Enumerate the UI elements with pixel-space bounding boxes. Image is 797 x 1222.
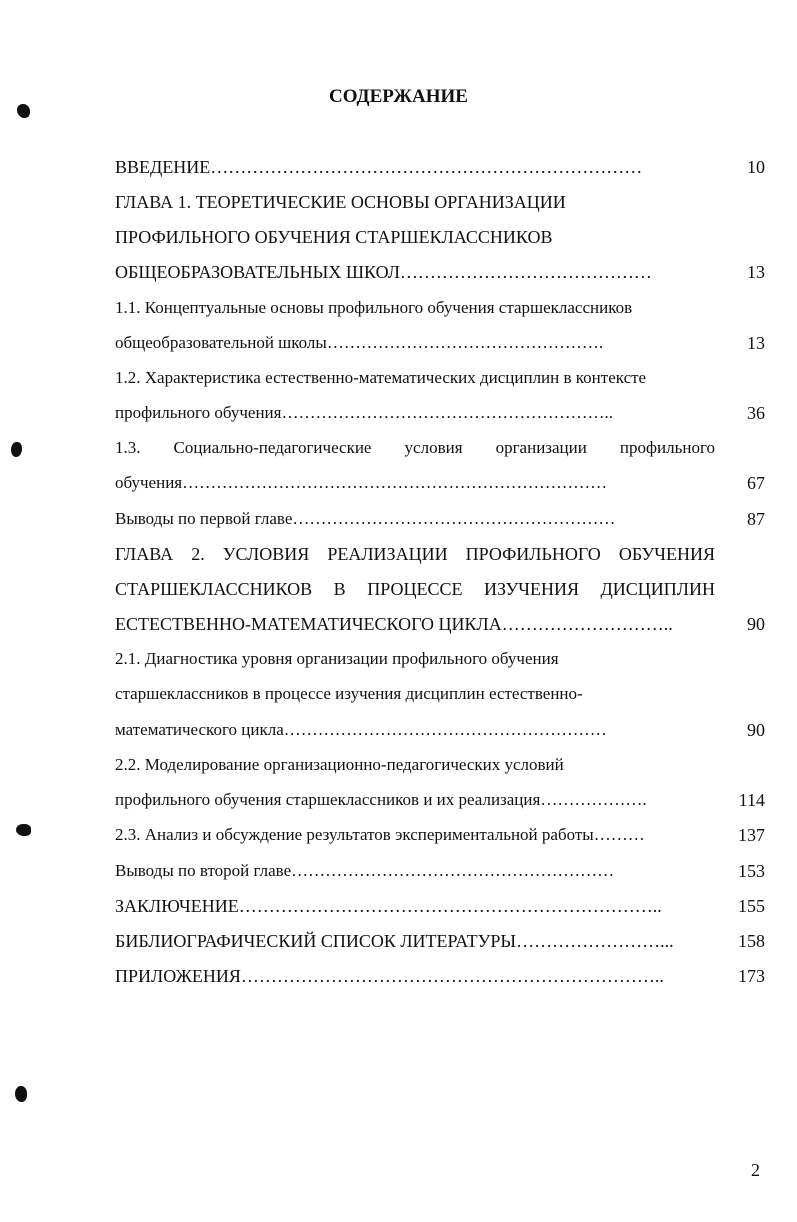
toc-entry-text: 1.1. Концептуальные основы профильного обучения старшеклассников — [115, 298, 633, 317]
toc-entry-page: 67 — [747, 473, 765, 493]
toc-entry-text: 1.3. Социально-педагогические условия организации профильного — [115, 438, 715, 457]
toc-entry-page: 13 — [747, 333, 765, 353]
toc-entry-page: 87 — [747, 509, 765, 529]
toc-entry-page: 13 — [747, 262, 765, 282]
toc-entry-text: Выводы по первой главе………………………………………………… — [115, 509, 616, 528]
toc-entry — [115, 962, 765, 990]
toc-entry — [115, 294, 765, 322]
toc-entry-text: 2.3. Анализ и обсуждение результатов экспериментальной работы……… — [115, 825, 645, 844]
scan-blot — [15, 1086, 27, 1102]
toc-entry-text: ГЛАВА 1. ТЕОРЕТИЧЕСКИЕ ОСНОВЫ ОРГАНИЗАЦИИ — [115, 192, 566, 212]
toc-entry-text: 2.1. Диагностика уровня организации профильного обучения — [115, 649, 559, 668]
toc-entry — [115, 188, 765, 216]
toc-entry-text: обучения………………………………………………………………… — [115, 473, 608, 492]
page-title: СОДЕРЖАНИЕ — [329, 86, 468, 107]
toc-entry — [115, 716, 765, 744]
toc-entry-text: профильного обучения………………………………………………….. — [115, 403, 613, 422]
toc-entry-page: 173 — [738, 966, 765, 986]
toc-entry-text: ОБЩЕОБРАЗОВАТЕЛЬНЫХ ШКОЛ…………………………………… — [115, 262, 652, 282]
scan-blot — [11, 442, 22, 457]
toc-entry-page: 36 — [747, 403, 765, 423]
toc-entry-text: старшеклассников в процессе изучения дисциплин естественно- — [115, 684, 583, 703]
toc-entry — [115, 575, 765, 603]
toc-entry-text: ПРИЛОЖЕНИЯ…………………………………………………………….. — [115, 966, 664, 986]
toc-entry — [115, 364, 765, 392]
toc-entry-text: Выводы по второй главе………………………………………………… — [115, 861, 615, 880]
toc-entry-page: 158 — [738, 931, 765, 951]
toc-entry — [115, 434, 765, 462]
toc-entry-text: общеобразовательной школы…………………………………………. — [115, 333, 604, 352]
toc-entry — [115, 610, 765, 638]
toc-entry-text: СТАРШЕКЛАССНИКОВ В ПРОЦЕССЕ ИЗУЧЕНИЯ ДИСЦИПЛИН — [115, 579, 715, 599]
toc-entry — [115, 505, 765, 533]
toc-entry-page: 153 — [738, 861, 765, 881]
toc-entry-text: БИБЛИОГРАФИЧЕСКИЙ СПИСОК ЛИТЕРАТУРЫ……………………... — [115, 931, 674, 951]
toc-entry — [115, 258, 765, 286]
page-number: 2 — [751, 1160, 760, 1180]
toc-entry-text: ЗАКЛЮЧЕНИЕ…………………………………………………………….. — [115, 896, 662, 916]
toc-entry — [115, 540, 765, 568]
toc-entry-text: ПРОФИЛЬНОГО ОБУЧЕНИЯ СТАРШЕКЛАССНИКОВ — [115, 227, 553, 247]
toc-entry — [115, 399, 765, 427]
toc-entry — [115, 223, 765, 251]
toc-entry-text: математического цикла………………………………………………… — [115, 720, 607, 739]
toc-entry-text: профильного обучения старшеклассников и их реализация………………. — [115, 790, 647, 809]
toc-entry — [115, 751, 765, 779]
toc-entry — [115, 645, 765, 673]
toc-entry-text: 2.2. Моделирование организационно-педагогических условий — [115, 755, 564, 774]
toc-entry — [115, 892, 765, 920]
toc-entry — [115, 786, 765, 814]
toc-entry — [115, 927, 765, 955]
toc-entry-text: ГЛАВА 2. УСЛОВИЯ РЕАЛИЗАЦИИ ПРОФИЛЬНОГО ОБУЧЕНИЯ — [115, 544, 715, 564]
toc-entry — [115, 153, 765, 181]
scan-blot — [17, 104, 30, 118]
toc-entry-text: ВВЕДЕНИЕ……………………………………………………………… — [115, 157, 643, 177]
toc-entry — [115, 821, 765, 849]
toc-entry — [115, 680, 765, 708]
toc-entry — [115, 857, 765, 885]
toc-entry-page: 114 — [738, 790, 765, 810]
toc-entry-text: 1.2. Характеристика естественно-математических дисциплин в контексте — [115, 368, 647, 387]
toc-entry — [115, 469, 765, 497]
toc-entry-page: 155 — [738, 896, 765, 916]
toc-entry-text: ЕСТЕСТВЕННО-МАТЕМАТИЧЕСКОГО ЦИКЛА……………………….. — [115, 614, 673, 634]
toc-entry-page: 90 — [747, 614, 765, 634]
toc-entry-page: 137 — [738, 825, 765, 845]
toc-entry-page: 90 — [747, 720, 765, 740]
scan-blot — [16, 824, 31, 836]
toc-entry — [115, 329, 765, 357]
toc-entry-page: 10 — [747, 157, 765, 177]
